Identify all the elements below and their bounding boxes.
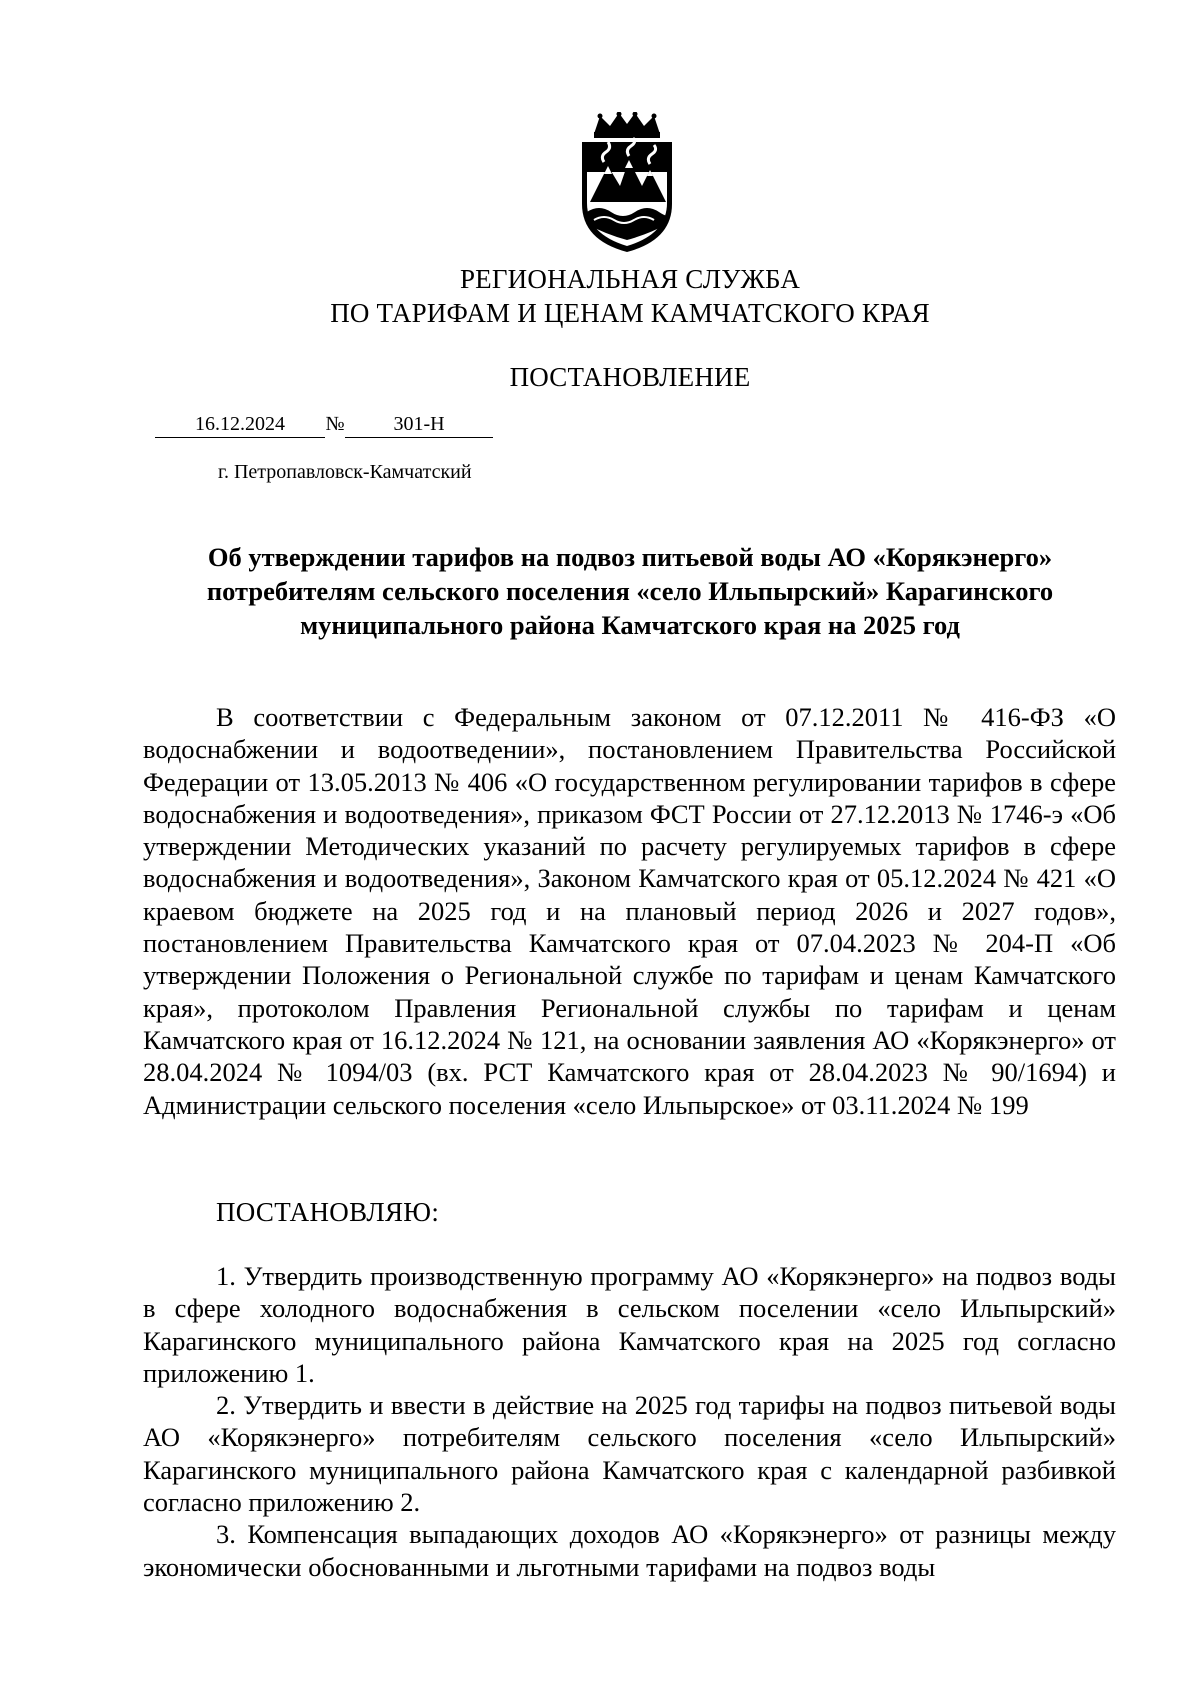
document-type: ПОСТАНОВЛЕНИЕ xyxy=(509,362,751,392)
resolve-heading: ПОСТАНОВЛЯЮ: xyxy=(216,1197,440,1227)
document-title: Об утверждении тарифов на подвоз питьевой воды АО «Корякэнерго» потребителям сельского поселения «село Ильпырский» Карагинского муниципального района Камчатского края на 2025 год xyxy=(206,542,1054,640)
preamble-paragraph: В соответствии с Федеральным законом от 07.12.2011 № 416-ФЗ «О водоснабжении и водоотведении», постановлением Правительства Российской Федерации от 13.05.2013 № 406 «О государственном регулировании тарифов в сфере водоснабжения и водоотведения», приказом ФСТ России от 27.12.2013 № 1746-э «Об утверждении Методических указаний по расчету регулируемых тарифов в сфере водоснабжения и водоотведения», Законом Камчатского края от 05.12.2024 № 421 «О краевом бюджете на 2025 год и на плановый период 2026 и 2027 годов», постановлением Правительства Камчатского края от 07.04.2023 № 204-П «Об утверждении Положения о Региональной службе по тарифам и ценам Камчатского края», протоколом Правления Региональной службы по тарифам и ценам Камчатского края от 16.12.2024 № 121, на основании заявления АО «Корякэнерго» от 28.04.2024 № 1094/03 (вх. РСТ Камчатского края от 28.04.2023 № 90/1694) и Администрации сельского поселения «село Ильпырское» от 03.11.2024 № 199 xyxy=(143,702,1116,1120)
resolution-item-3: 3. Компенсация выпадающих доходов АО «Корякэнерго» от разницы между экономически обоснованными и льготными тарифами на подвоз воды xyxy=(143,1519,1116,1582)
preamble-section xyxy=(143,701,1116,1121)
org-name-line2: ПО ТАРИФАМ И ЦЕНАМ КАМЧАТСКОГО КРАЯ xyxy=(330,298,930,328)
document-number: 301-Н xyxy=(345,411,493,438)
org-name-line1: РЕГИОНАЛЬНАЯ СЛУЖБА xyxy=(459,264,801,294)
kamchatka-coat-of-arms-icon xyxy=(574,112,680,254)
document-city: г. Петропавловск-Камчатский xyxy=(218,461,472,483)
document-meta-row xyxy=(155,411,493,438)
resolution-item-2: 2. Утвердить и ввести в действие на 2025 год тарифы на подвоз питьевой воды АО «Корякэнерго» потребителям сельского поселения «село Ильпырский» Карагинского муниципального района Камчатского края с календарной разбивкой согласно приложению 2. xyxy=(143,1390,1116,1518)
resolution-item-1: 1. Утвердить производственную программу АО «Корякэнерго» на подвоз воды в сфере холодного водоснабжения в сельском поселении «село Ильпырский» Карагинского муниципального района Камчатского края на 2025 год согласно приложению 1. xyxy=(143,1261,1116,1388)
document-date: 16.12.2024 xyxy=(155,411,325,438)
resolution-items xyxy=(143,1260,1116,1583)
number-sign: № xyxy=(325,413,345,435)
